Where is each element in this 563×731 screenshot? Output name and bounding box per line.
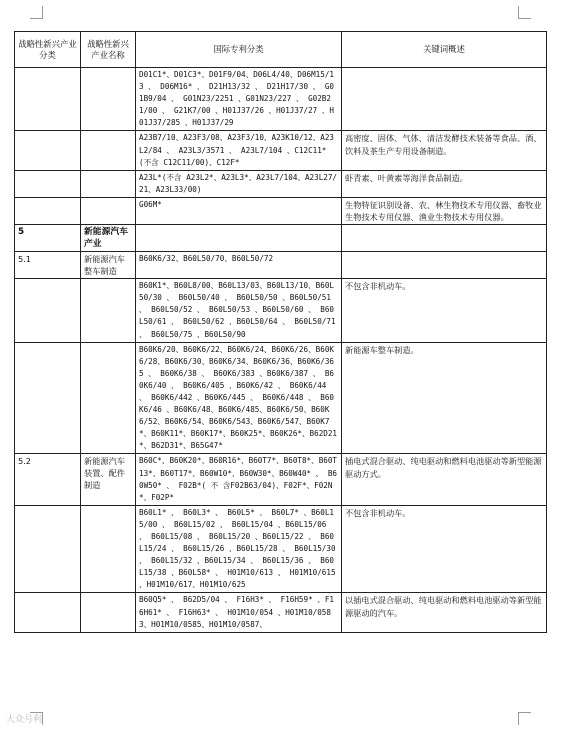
crop-mark-top-right	[518, 6, 531, 19]
crop-mark-top-left	[30, 6, 43, 19]
cell-ipc-codes: B60L1* 、 B60L3* 、 B60L5* 、 B60L7* 、B60L15/00 、 B60L15/02 、 B60L15/04 、B60L15/06 、 B60L15/08 、 B60L15/20 、B60L15/22 、 B60L15/24 、 B60L15/26 、B60L15/28 、 B60L15/30 、 B60L15/32 、B60L15/34 、 B60L15/36 、 B60L15/38 、B60L58* 、 H01M10/613 、 H01M10/615 、H01M10/617、H01M10/625	[136, 505, 342, 593]
header-keywords: 关键词概述	[342, 32, 547, 68]
cell-industry-name	[81, 505, 136, 593]
table-row	[15, 225, 547, 252]
cell-ipc-codes: B60C*、B60K20*、B60R16*、B60T7*、B60T8*、B60T13*、B60T17*、B60W10*、B60W30*、B60W40* 、 B60W50* 、 F02B*( 不 含F02B63/04)、F02F*、F02N*、F02P*	[136, 454, 342, 505]
cell-industry-name	[81, 593, 136, 632]
cell-keywords: 插电式混合驱动、纯电驱动和燃料电池驱动等新型能源驱动方式。	[342, 454, 547, 505]
cell-category	[15, 505, 81, 593]
cell-ipc-codes: D01C1*、D01C3*、D01F9/04、D06L4/40、D06M15/13 、 D06M16* 、 D21H13/32 、 D21H17/30 、 G01B9/04 、 G01N23/2251 、G01N23/227 、 G02B21/00 、 G21K7/00 、H01J37/26 、H01J37/27 、H01J37/285 、H01J37/29	[136, 68, 342, 131]
header-ipc: 国际专利分类	[136, 32, 342, 68]
cell-industry-name	[81, 342, 136, 454]
cell-ipc-codes: A23B7/10、A23F3/08、A23F3/10、A23K10/12、A23L2/84 、 A23L3/3571 、 A23L7/104 、C12C11*(不含 C12C11/00)、C12F*	[136, 131, 342, 170]
table-row	[15, 454, 547, 505]
cell-category	[15, 593, 81, 632]
cell-keywords: 新能源车整车制造。	[342, 342, 547, 454]
watermark: 大众号利	[6, 715, 43, 725]
cell-category: 5	[15, 225, 81, 252]
cell-category: 5.2	[15, 454, 81, 505]
table-body	[15, 68, 547, 633]
table-row	[15, 342, 547, 454]
table-row	[15, 68, 547, 131]
cell-industry-name: 新能源汽车装置、配件制造	[81, 454, 136, 505]
cell-industry-name	[81, 170, 136, 197]
header-industry-name: 战略性新兴产业名称	[81, 32, 136, 68]
patent-classification-table	[14, 31, 547, 633]
cell-keywords: 生物特征识别设备、农、林生物技术专用仪器、畜牧业生物技术专用仪器、渔业生物技术专用仪器。	[342, 197, 547, 224]
cell-keywords	[342, 225, 547, 252]
cell-category	[15, 197, 81, 224]
cell-ipc-codes: A23L*(不含 A23L2*、A23L3*、A23L7/104、A23L27/21、A23L33/00)	[136, 170, 342, 197]
cell-ipc-codes: G06M*	[136, 197, 342, 224]
cell-industry-name	[81, 279, 136, 342]
header-industry-category: 战略性新兴产业分类	[15, 32, 81, 68]
table-header-row	[15, 32, 547, 68]
cell-industry-name	[81, 197, 136, 224]
cell-keywords	[342, 68, 547, 131]
cell-category	[15, 342, 81, 454]
cell-ipc-codes: B60Q5* 、 B62D5/04 、 F16H3* 、 F16H59* 、F16H61* 、 F16H63* 、 H01M10/054 、H01M10/0583、H01M10/0585、H01M10/0587、	[136, 593, 342, 632]
cell-industry-name: 新能源汽车产业	[81, 225, 136, 252]
cell-keywords: 以插电式混合驱动、纯电驱动和燃料电池驱动等新型能源驱动的汽车。	[342, 593, 547, 632]
cell-industry-name	[81, 131, 136, 170]
cell-keywords	[342, 252, 547, 279]
cell-keywords: 不包含非机动车。	[342, 505, 547, 593]
cell-ipc-codes: B60K6/32、B60L50/70、B60L50/72	[136, 252, 342, 279]
cell-keywords: 高密度、固体、气体、清洁发酵技术装备等食品、酒、饮料及茶生产专用设备制造。	[342, 131, 547, 170]
cell-category	[15, 131, 81, 170]
cell-category	[15, 68, 81, 131]
table-row	[15, 170, 547, 197]
crop-mark-bottom-right	[518, 712, 531, 725]
cell-industry-name: 新能源汽车整车制造	[81, 252, 136, 279]
cell-category	[15, 279, 81, 342]
cell-industry-name	[81, 68, 136, 131]
cell-keywords: 虾青素、叶黄素等海洋食品制造。	[342, 170, 547, 197]
cell-keywords: 不包含非机动车。	[342, 279, 547, 342]
cell-ipc-codes: B60K6/20、B60K6/22、B60K6/24、B60K6/26、B60K6/28、B60K6/30、B60K6/34、B60K6/36、B60K6/365 、 B60K6/38 、 B60K6/383 、B60K6/387 、 B60K6/40 、 B60K6/405 、B60K6/42 、 B60K6/44 、 B60K6/442 、B60K6/445 、 B60K6/448 、 B60K6/46 、B60K6/48、B60K6/485、B60K6/50、B60K6/52、B60K6/54、B60K6/543、B60K6/547、B60K7*、B60K11*、B60K17*、B60K25*、B60K26*、B62D21*、B62D31*、B65G47*	[136, 342, 342, 454]
cell-category: 5.1	[15, 252, 81, 279]
table-row	[15, 279, 547, 342]
table-row	[15, 593, 547, 632]
table-row	[15, 252, 547, 279]
cell-ipc-codes: B60K1*、B60L8/00、B60L13/03、B60L13/10、B60L50/30 、 B60L50/40 、 B60L50/50 、B60L50/51 、 B60L50/52 、 B60L50/53 、B60L50/60 、 B60L50/61 、 B60L50/62 、B60L50/64 、 B60L50/71 、 B60L50/75 、B60L50/90	[136, 279, 342, 342]
cell-category	[15, 170, 81, 197]
table-row	[15, 197, 547, 224]
table-row	[15, 505, 547, 593]
table-row	[15, 131, 547, 170]
cell-ipc-codes	[136, 225, 342, 252]
